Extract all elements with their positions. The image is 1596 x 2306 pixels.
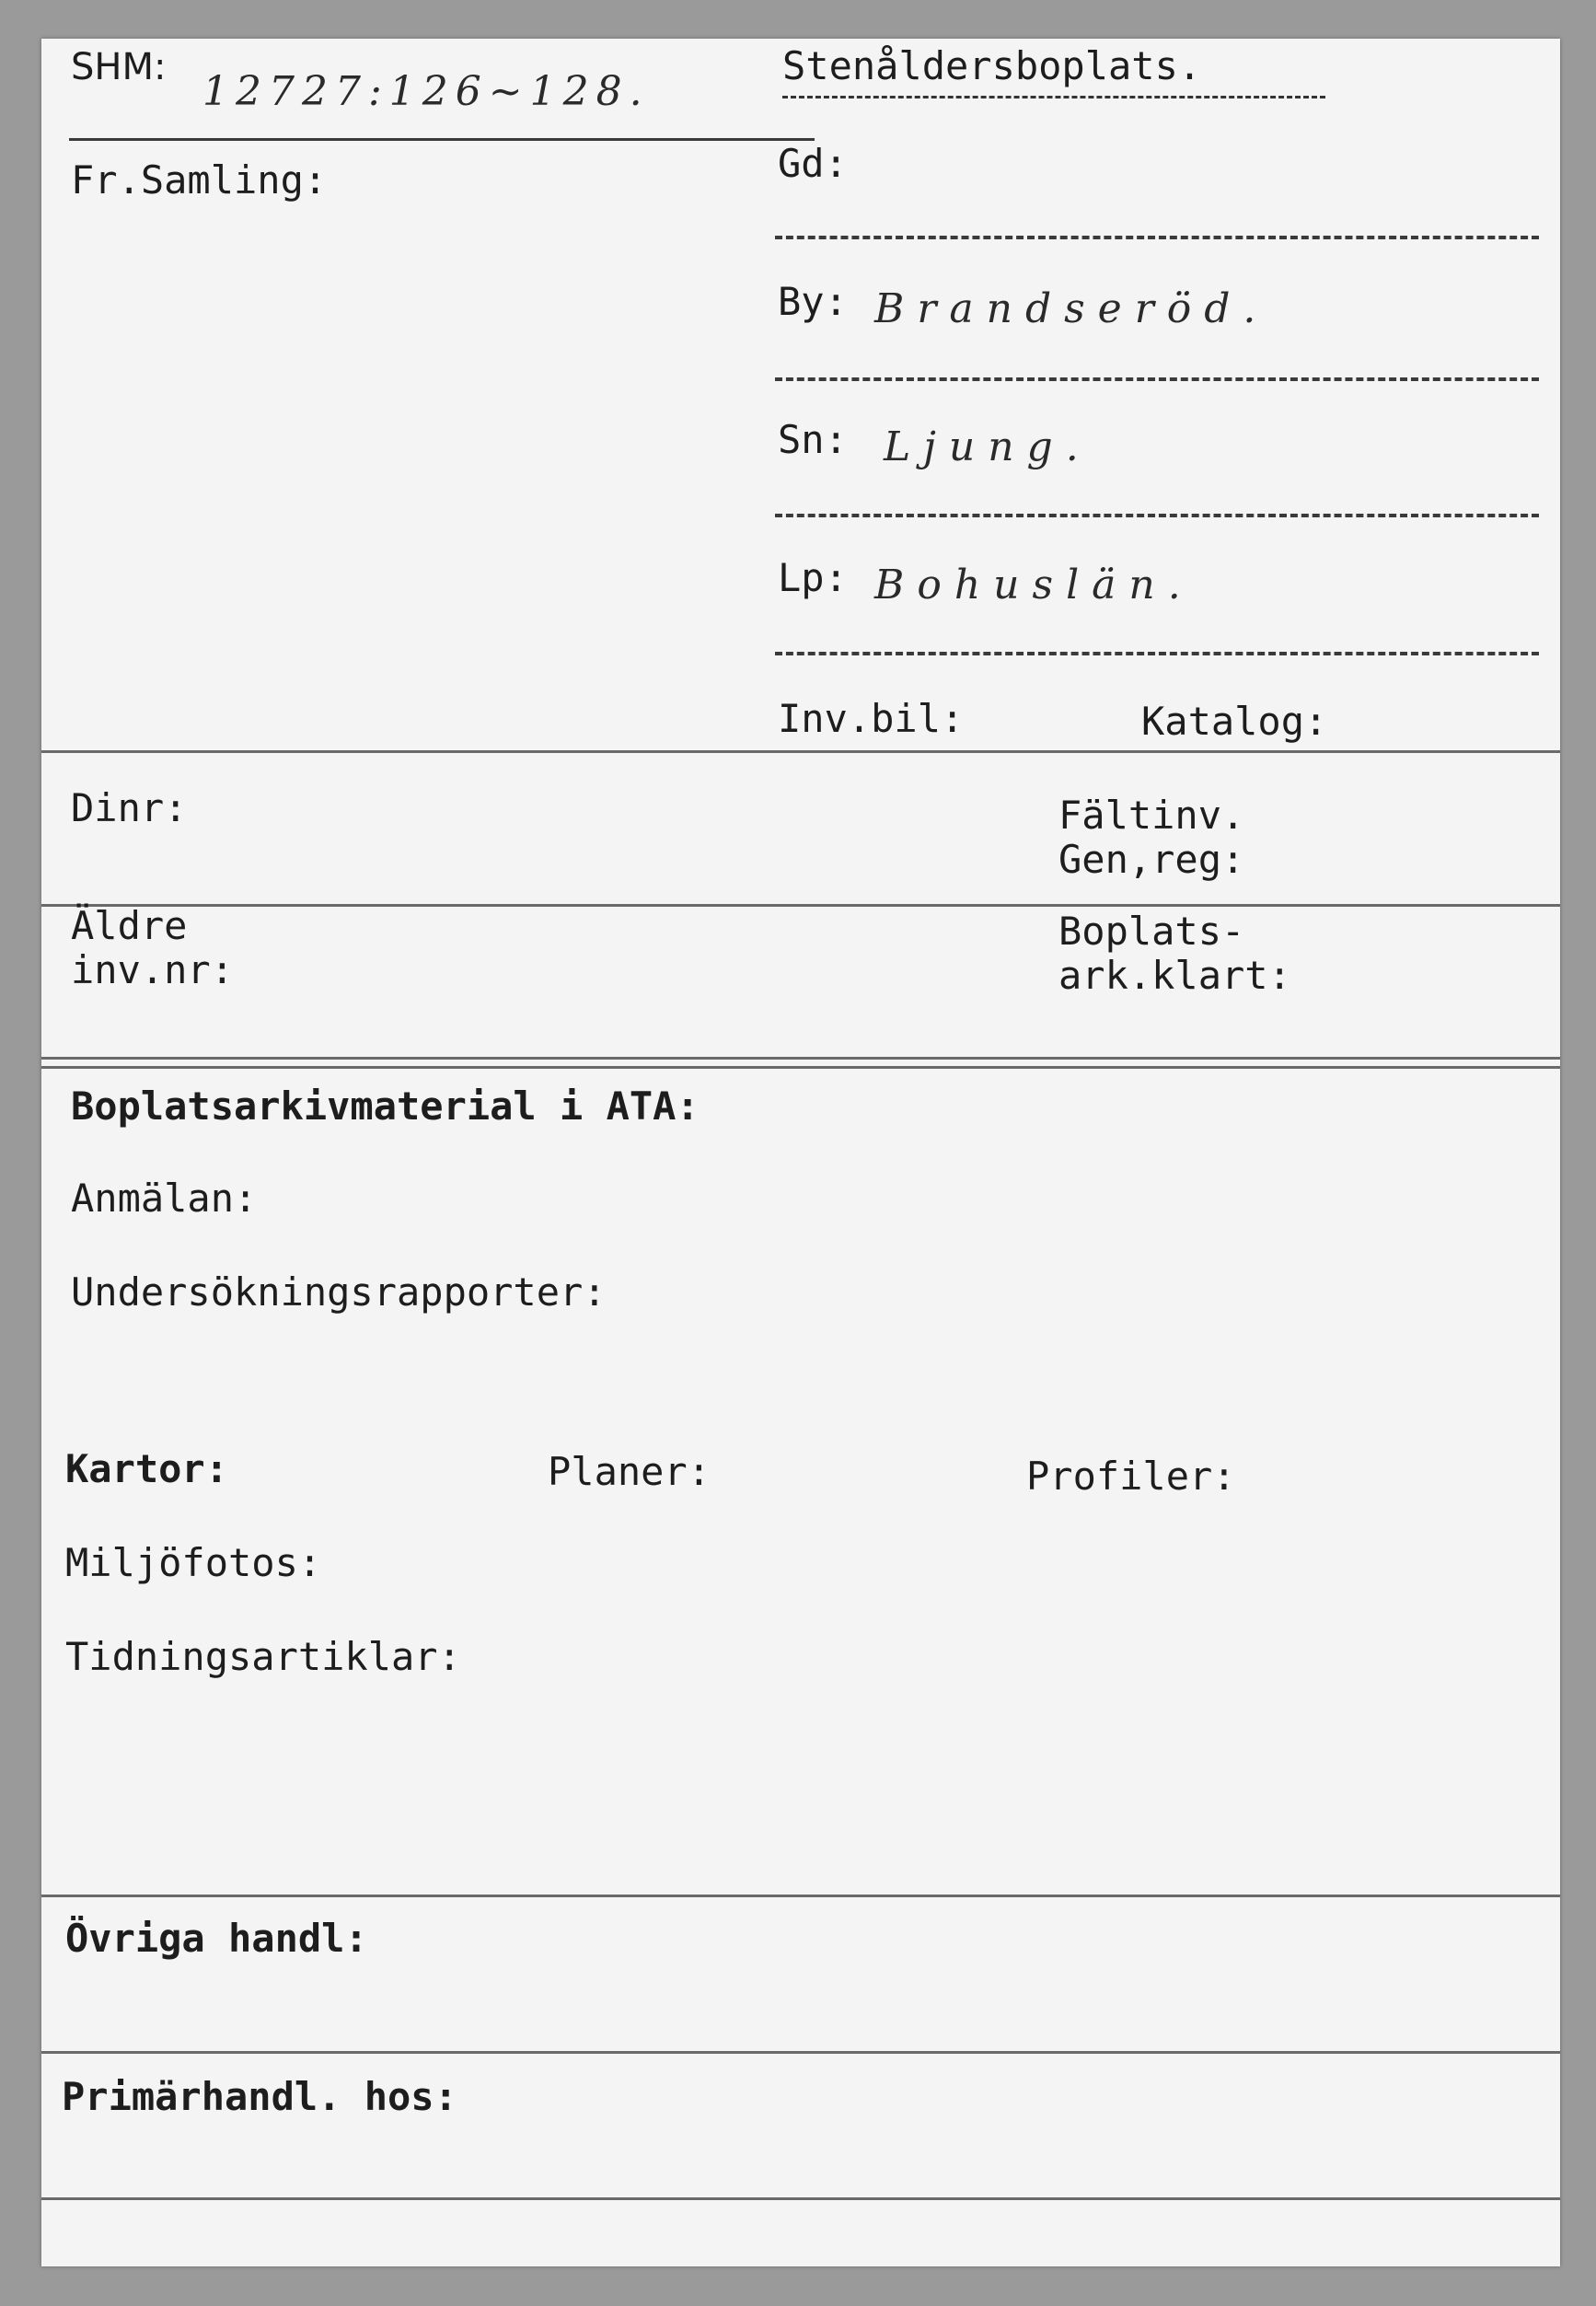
- tidning-label: Tidningsartiklar:: [65, 1634, 461, 1679]
- ark-klart-label: ark.klart:: [1058, 953, 1291, 998]
- fr-samling-label: Fr.Samling:: [71, 157, 328, 203]
- aldre-label: Äldre: [71, 903, 188, 948]
- divider-3: [41, 1895, 1560, 1897]
- by-label: By:: [778, 279, 848, 324]
- divider-2: [41, 904, 1560, 907]
- by-line: [775, 377, 1539, 381]
- katalog-label: Katalog:: [1141, 699, 1328, 744]
- by-value: Brandseröd.: [874, 285, 1269, 332]
- dinr-label: Dinr:: [71, 785, 188, 830]
- boplatsarkiv-label: Boplatsarkivmaterial i ATA:: [71, 1083, 700, 1129]
- double-divider-top: [41, 1057, 1560, 1060]
- divider-4: [41, 2051, 1560, 2054]
- ovriga-label: Övriga handl:: [65, 1916, 368, 1961]
- boplats-label: Boplats-: [1058, 909, 1245, 954]
- inv-bil-label: Inv.bil:: [778, 696, 965, 741]
- anmalan-label: Anmälan:: [71, 1176, 258, 1221]
- undersokning-label: Undersökningsrapporter:: [71, 1269, 607, 1315]
- inv-nr-label: inv.nr:: [71, 947, 235, 992]
- gd-label: Gd:: [778, 141, 848, 186]
- sn-value: Ljung.: [884, 423, 1092, 470]
- gd-line: [775, 236, 1539, 239]
- profiler-label: Profiler:: [1026, 1454, 1236, 1499]
- shm-value: 12727:126~128.: [202, 68, 650, 115]
- heading-underline: [782, 96, 1325, 98]
- sn-label: Sn:: [778, 417, 848, 462]
- divider-5: [41, 2197, 1560, 2200]
- double-divider-bottom: [41, 1066, 1560, 1069]
- catalog-card: [41, 39, 1560, 2266]
- faltinv-label: Fältinv.: [1058, 793, 1245, 838]
- sn-line: [775, 514, 1539, 517]
- lp-label: Lp:: [778, 555, 848, 600]
- miljofotos-label: Miljöfotos:: [65, 1540, 322, 1585]
- primar-label: Primärhandl. hos:: [62, 2074, 457, 2119]
- gen-reg-label: Gen,reg:: [1058, 837, 1245, 882]
- shm-underline: [69, 138, 815, 141]
- card-heading: Stenåldersboplats.: [782, 43, 1202, 88]
- divider-1: [41, 750, 1560, 753]
- shm-label: SHM:: [71, 46, 167, 88]
- lp-line: [775, 652, 1539, 655]
- kartor-label: Kartor:: [65, 1446, 229, 1491]
- lp-value: Bohuslän.: [874, 562, 1194, 608]
- planer-label: Planer:: [548, 1449, 711, 1494]
